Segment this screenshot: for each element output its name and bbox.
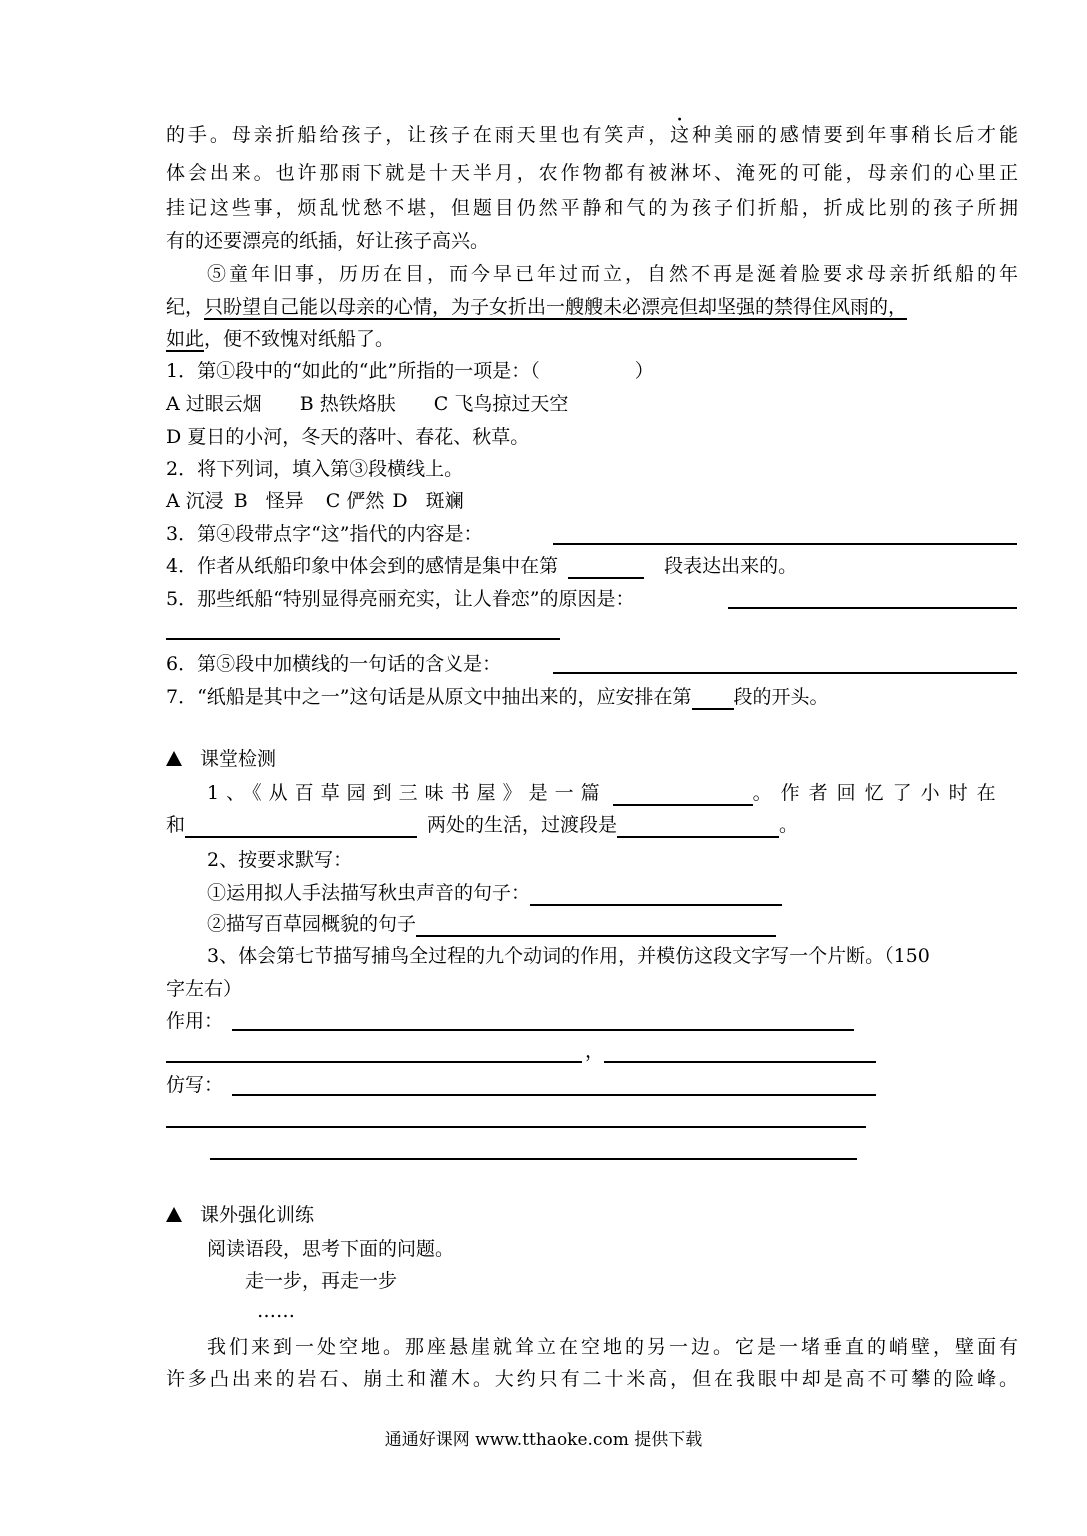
page-footer: 通通好课网 www.tthaoke.com 提供下载 <box>384 1430 703 1450</box>
comma-separator: ， <box>585 1040 605 1062</box>
extra-ellipsis: …… <box>257 1300 295 1322</box>
extra-instruction: 阅读语段，思考下面的问题。 <box>207 1238 455 1260</box>
underlined-sentence: 只盼望自己能以母亲的心情，为子女折出一艘艘未必漂亮但却坚强的禁得住风雨的， <box>204 296 908 318</box>
dotted-char: 这 <box>670 124 693 146</box>
question-1-option-d: D 夏日的小河，冬天的落叶、春花、秋草。 <box>166 426 530 448</box>
triangle-icon <box>166 751 182 766</box>
question-3: 3．第④段带点字“这”指代的内容是： <box>166 523 483 545</box>
answer-blank-q4[interactable] <box>568 557 644 579</box>
extra-title: 走一步，再走一步 <box>245 1270 398 1292</box>
answer-line-q6[interactable] <box>553 672 1017 674</box>
answer-blank-garden-view[interactable] <box>416 915 776 937</box>
question-7: 7．“纸船是其中之一”这句话是从原文中抽出来的，应安排在第 段的开头。 <box>166 686 829 708</box>
classroom-item2: 2、按要求默写： <box>207 849 353 871</box>
triangle-icon <box>166 1207 182 1222</box>
passage-p4-line3: 挂记这些事，烦乱忧愁不堪，但题目仍然平静和气的为孩子们折船，折成比别的孩子所拥 <box>166 197 1018 219</box>
question-2: 2．将下列词，填入第③段横线上。 <box>166 458 464 480</box>
classroom-item1-line1: 1、《从百草园到三味书屋》是一篇 。作者回忆了小时在 <box>207 782 1005 804</box>
question-2-options: A 沉浸 B 怪异 C 俨然 D 斑斓 <box>166 490 464 512</box>
passage-p5-line2: 纪，只盼望自己能以母亲的心情，为子女折出一艘艘未必漂亮但却坚强的禁得住风雨的， <box>166 296 908 318</box>
classroom-item2-a: ①运用拟人手法描写秋虫声音的句子： <box>207 880 782 906</box>
passage-p4-line4: 有的还要漂亮的纸插，好让孩子高兴。 <box>166 230 490 252</box>
passage-p4-line2: 体会出来。也许那雨下就是十天半月，农作物都有被淋坏、淹死的可能，母亲们的心里正 <box>166 162 1018 184</box>
answer-blank-q7[interactable] <box>692 688 734 710</box>
answer-blank-genre[interactable] <box>613 784 753 806</box>
answer-line-effect-3[interactable] <box>604 1061 876 1063</box>
question-6: 6．第⑤段中加横线的一句话的含义是： <box>166 653 502 675</box>
answer-line-effect-2[interactable] <box>166 1061 582 1063</box>
answer-blank-places[interactable] <box>185 816 417 838</box>
answer-blank-insect-sound[interactable] <box>530 884 782 906</box>
extra-para-line1: 我们来到一处空地。那座悬崖就耸立在空地的另一边。它是一堵垂直的峭壁，壁面有 <box>207 1336 1018 1358</box>
classroom-item3-line1: 3、体会第七节描写捕鸟全过程的九个动词的作用，并模仿这段文字写一个片断。（150 <box>207 945 930 967</box>
answer-line-effect-1[interactable] <box>232 1029 854 1031</box>
answer-line-q3[interactable] <box>553 543 1017 545</box>
classroom-item2-b: ②描写百草园概貌的句子 <box>207 911 776 937</box>
answer-line-q5[interactable] <box>728 607 1017 609</box>
passage-p4-line1: 的手。母亲折船给孩子，让孩子在雨天里也有笑声，这种美丽的感情要到年事稍长后才能 <box>166 124 1018 146</box>
classroom-item3-line2: 字左右） <box>166 978 243 1000</box>
extra-para-line2: 许多凸出来的岩石、崩土和灌木。大约只有二十米高，但在我眼中却是高不可攀的险峰。 <box>166 1368 1018 1390</box>
question-1-options: A 过眼云烟 B 热铁烙肤 C 飞鸟掠过天空 <box>166 393 569 415</box>
question-5: 5．那些纸船“特别显得亮丽充实，让人眷恋”的原因是： <box>166 588 635 610</box>
imitate-label: 仿写： <box>166 1074 224 1096</box>
answer-line-q5-cont[interactable] <box>166 638 560 640</box>
classroom-item1-line2: 和 两处的生活，过渡段是 。 <box>166 814 799 836</box>
underlined-sentence-end: 如此 <box>166 328 205 350</box>
answer-line-imitate-1[interactable] <box>232 1094 876 1096</box>
passage-p5-line3: 如此，便不致愧对纸船了。 <box>166 328 395 350</box>
passage-p5-line1: ⑤童年旧事，历历在目，而今早已年过而立，自然不再是涎着脸要求母亲折纸船的年 <box>207 263 1018 285</box>
section-heading-classroom: 课堂检测 <box>166 746 276 772</box>
question-1: 1．第①段中的“如此的“此”所指的一项是：（ ） <box>166 360 654 382</box>
effect-label: 作用： <box>166 1010 224 1032</box>
answer-line-imitate-2[interactable] <box>166 1126 866 1128</box>
answer-blank-transition[interactable] <box>617 816 779 838</box>
answer-line-imitate-3[interactable] <box>210 1158 857 1160</box>
question-4: 4．作者从纸船印象中体会到的感情是集中在第 段表达出来的。 <box>166 555 798 577</box>
section-heading-extra: 课外强化训练 <box>166 1202 314 1228</box>
